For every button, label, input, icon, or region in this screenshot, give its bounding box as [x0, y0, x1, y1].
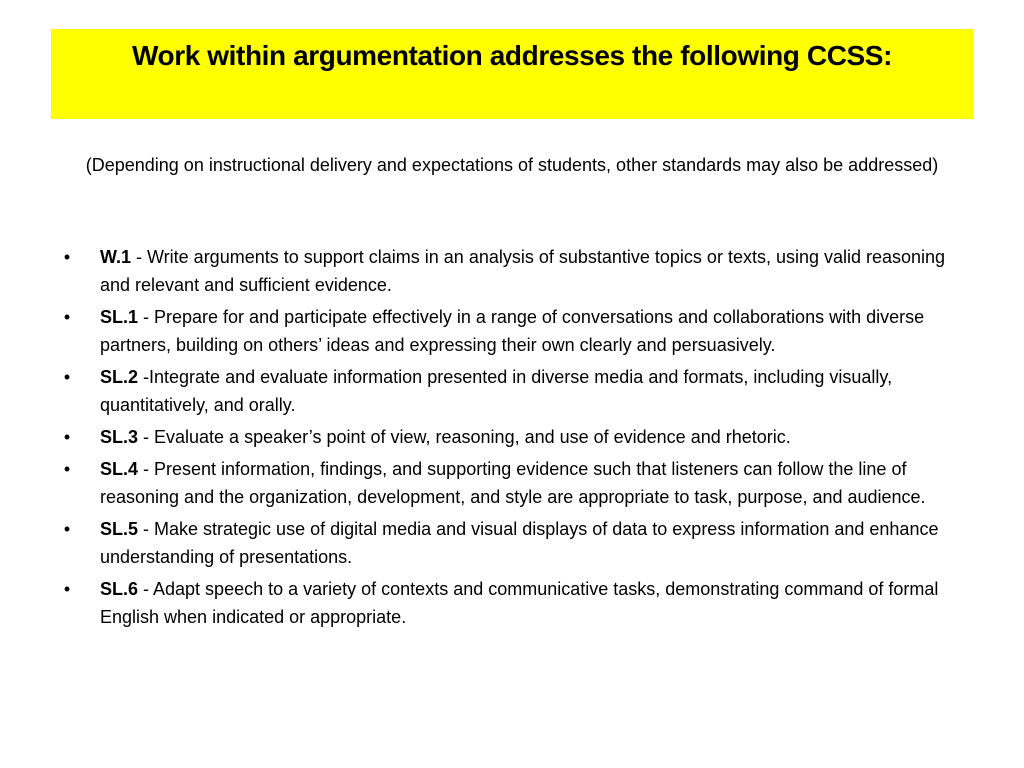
standard-item-sl2: [60, 363, 960, 419]
standard-code: SL.2: [100, 367, 139, 387]
standard-text: - Prepare for and participate effectively in a range of conversations and collaborations with diverse partners, building on others’ ideas and expressing their own clearly and persuasively.: [100, 307, 925, 355]
title-banner: [51, 29, 973, 119]
standards-list: [60, 243, 960, 635]
slide-title: Work within argumentation addresses the following CCSS:: [131, 40, 892, 71]
bullet-icon: •: [63, 247, 71, 267]
standard-code: SL.3: [100, 427, 139, 447]
standard-text: - Write arguments to support claims in an analysis of substantive topics or texts, using valid reasoning and relevant and sufficient evidence.: [100, 247, 946, 295]
standard-item-sl1: [60, 303, 960, 359]
standard-code: SL.5: [100, 519, 139, 539]
standard-code: SL.6: [100, 579, 139, 599]
bullet-icon: •: [63, 427, 71, 447]
standard-item-w1: [60, 243, 960, 299]
bullet-icon: •: [63, 459, 71, 479]
standard-code: SL.1: [100, 307, 139, 327]
bullet-icon: •: [63, 579, 71, 599]
standard-text: - Adapt speech to a variety of contexts and communicative tasks, demonstrating command of formal English when indicated or appropriate.: [100, 579, 939, 627]
standard-item-sl4: [60, 455, 960, 511]
standard-item-sl6: [60, 575, 960, 631]
bullet-icon: •: [63, 307, 71, 327]
standard-code: SL.4: [100, 459, 139, 479]
standard-item-sl3: [60, 423, 960, 451]
standard-code: W.1: [100, 247, 132, 267]
standard-text: -Integrate and evaluate information presented in diverse media and formats, including visually, quantitatively, and orally.: [100, 367, 893, 415]
slide-subtitle: (Depending on instructional delivery and expectations of students, other standards may also be addressed): [85, 155, 939, 175]
standard-text: - Evaluate a speaker’s point of view, reasoning, and use of evidence and rhetoric.: [138, 427, 791, 447]
standard-text: - Present information, findings, and supporting evidence such that listeners can follow the line of reasoning and the organization, development, and style are appropriate to task, purpose, and audience.: [100, 459, 926, 507]
standard-text: - Make strategic use of digital media and visual displays of data to express information and enhance understanding of presentations.: [100, 519, 939, 567]
standard-item-sl5: [60, 515, 960, 571]
bullet-icon: •: [63, 367, 71, 387]
bullet-icon: •: [63, 519, 71, 539]
